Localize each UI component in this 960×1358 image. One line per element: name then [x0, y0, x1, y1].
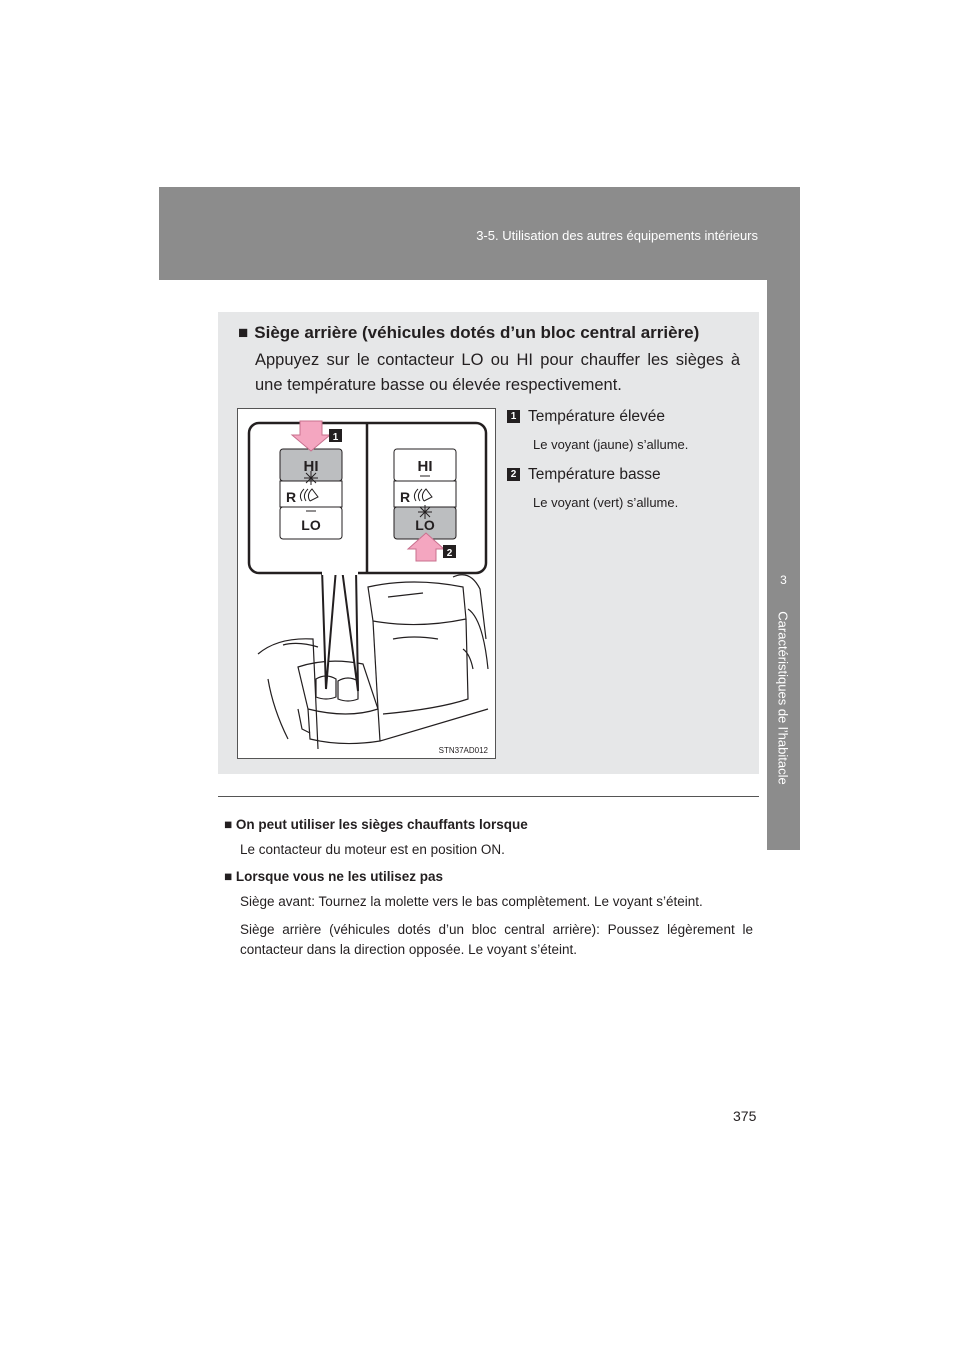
legend-item-low [507, 464, 747, 512]
seat-heater-illustration [237, 408, 496, 759]
chapter-label: Caractéristiques de l’habitacle [775, 611, 791, 785]
switch-hi-label: HI [417, 458, 433, 475]
legend-number-badge: 2 [507, 468, 520, 481]
callout-number-2: 2 [446, 548, 453, 559]
chapter-number: 3 [780, 573, 787, 587]
square-bullet-icon: ■ [224, 817, 233, 832]
box-heading-text: Siège arrière (véhicules dotés d’un bloc central arrière) [254, 323, 700, 342]
note-paragraph: Le contacteur du moteur est en position ON. [240, 842, 505, 857]
figure-code: STN37AD012 [438, 746, 488, 755]
callout-pointer [322, 569, 336, 689]
box-heading [238, 322, 753, 344]
legend-title: Température élevée [528, 408, 665, 425]
callout-number-1: 1 [332, 432, 339, 443]
switch-lo-label: LO [301, 517, 321, 533]
chapter-tab [767, 280, 800, 850]
legend-description: Le voyant (jaune) s’allume. [533, 437, 689, 452]
legend [507, 406, 747, 522]
square-bullet-icon: ■ [224, 869, 233, 884]
legend-description: Le voyant (vert) s’allume. [533, 495, 679, 510]
square-bullet-icon: ■ [238, 323, 249, 342]
legend-item-high [507, 406, 747, 454]
legend-title: Température basse [528, 466, 661, 483]
box-intro: Appuyez sur le contacteur LO ou HI pour chauffer les sièges à une température basse ou élevée respectivement. [255, 351, 740, 394]
note-title-text: Lorsque vous ne les utilisez pas [235, 869, 443, 884]
left-switch [280, 449, 342, 539]
rear-seat-box [218, 312, 759, 774]
console-drawing [258, 575, 488, 749]
note-paragraph: Siège arrière (véhicules dotés d’un bloc central arrière): Poussez légèrement le contacteur dans la direction opposée. Le voyant s’éteint. [240, 922, 753, 957]
page-number: 375 [733, 1108, 757, 1124]
switch-lo-label: LO [415, 517, 435, 533]
section-title: 3-5. Utilisation des autres équipements intérieurs [476, 228, 758, 243]
callout-pointer [342, 569, 358, 691]
switch-r-label: R [400, 489, 411, 505]
right-switch [394, 449, 456, 539]
note-title [224, 816, 753, 834]
legend-number-badge: 1 [507, 410, 520, 423]
header-band [159, 187, 800, 280]
note-title [224, 868, 753, 886]
note-title-text: On peut utiliser les sièges chauffants lorsque [235, 817, 528, 832]
callout-join [322, 567, 358, 575]
section-divider [218, 796, 759, 797]
note-paragraph: Siège avant: Tournez la molette vers le bas complètement. Le voyant s’éteint. [240, 894, 703, 909]
notes [224, 816, 753, 968]
switch-hi-label: HI [303, 458, 319, 475]
switch-r-label: R [286, 489, 297, 505]
